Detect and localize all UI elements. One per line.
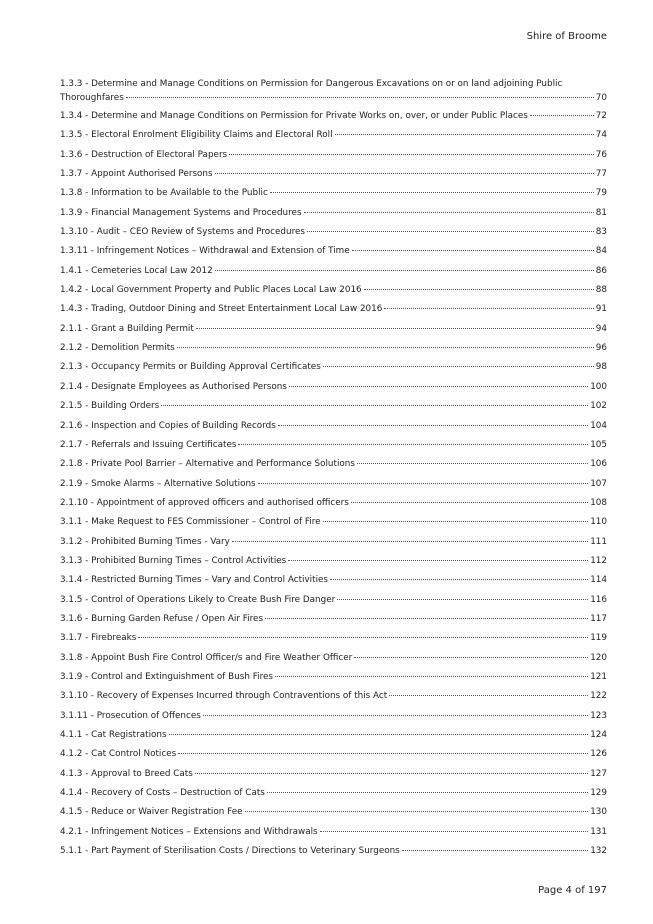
toc-entry-page: 94 — [595, 323, 607, 334]
toc-entry[interactable] — [60, 421, 607, 440]
dot-leader — [275, 676, 588, 677]
toc-entry-label: 3.1.6 - Burning Garden Refuse / Open Air Fires — [60, 613, 264, 624]
toc-entry-page: 116 — [590, 594, 607, 605]
toc-entry-label: 1.3.11 - Infringement Notices – Withdrawal and Extension of Time — [60, 246, 350, 257]
dot-leader — [320, 831, 589, 832]
dot-leader — [288, 560, 588, 561]
dot-leader — [352, 250, 594, 251]
toc-entry[interactable] — [60, 749, 607, 768]
toc-entry-label: 3.1.4 - Restricted Burning Times – Vary and Control Activities — [60, 575, 329, 586]
toc-entry[interactable] — [60, 440, 607, 459]
dot-leader — [265, 618, 588, 619]
toc-entry-page: 77 — [595, 169, 607, 180]
dot-leader — [138, 637, 588, 638]
toc-entry-label: 4.1.2 - Cat Control Notices — [60, 749, 177, 760]
toc-entry-label: 2.1.2 - Demolition Permits — [60, 343, 175, 354]
toc-entry[interactable] — [60, 653, 607, 672]
toc-entry[interactable] — [60, 130, 607, 149]
dot-leader — [270, 192, 594, 193]
dot-leader — [215, 173, 594, 174]
dot-leader — [402, 850, 588, 851]
toc-entry-page: 107 — [590, 478, 607, 489]
toc-entry[interactable] — [60, 382, 607, 401]
toc-entry-label: 1.4.1 - Cemeteries Local Law 2012 — [60, 265, 213, 276]
toc-entry-list — [60, 111, 607, 865]
dot-leader — [177, 347, 594, 348]
toc-entry-page: 117 — [590, 613, 607, 624]
toc-entry[interactable] — [60, 324, 607, 343]
dot-leader — [195, 773, 588, 774]
toc-entry-page: 79 — [595, 188, 607, 199]
toc-entry-page: 91 — [595, 304, 607, 315]
toc-entry-page: 72 — [595, 111, 607, 121]
toc-entry-page: 132 — [590, 846, 607, 857]
toc-entry-label: 2.1.8 - Private Pool Barrier – Alternative and Performance Solutions — [60, 459, 355, 470]
toc-entry[interactable] — [60, 846, 607, 865]
toc-entry-page: 84 — [595, 246, 607, 257]
toc-entry-page: 86 — [595, 265, 607, 276]
toc-entry-page: 104 — [590, 420, 607, 431]
toc-entry-label: 2.1.3 - Occupancy Permits or Building Approval Certificates — [60, 362, 321, 373]
dot-leader — [161, 405, 588, 406]
toc-entry-label: 4.1.4 - Recovery of Costs – Destruction of Cats — [60, 788, 265, 799]
toc-entry[interactable] — [60, 575, 607, 594]
dot-leader — [232, 541, 588, 542]
toc-entry[interactable] — [60, 672, 607, 691]
toc-entry-label: 1.4.2 - Local Government Property and Public Places Local Law 2016 — [60, 285, 362, 296]
toc-entry[interactable] — [60, 537, 607, 556]
toc-entry[interactable] — [60, 711, 607, 730]
dot-leader — [364, 289, 594, 290]
toc-entry-label: 3.1.8 - Appoint Bush Fire Control Officer/s and Fire Weather Officer — [60, 652, 353, 663]
dot-leader — [169, 734, 589, 735]
toc-entry-label: 2.1.4 - Designate Employees as Authorised Persons — [60, 381, 287, 392]
toc-entry[interactable] — [60, 246, 607, 265]
toc-entry-label: 3.1.2 - Prohibited Burning Times - Vary — [60, 536, 230, 547]
dot-leader — [203, 715, 588, 716]
toc-entry-label: 4.2.1 - Infringement Notices – Extensions and Withdrawals — [60, 826, 318, 837]
toc-entry-label: 4.1.1 - Cat Registrations — [60, 730, 167, 740]
toc-entry[interactable] — [60, 769, 607, 788]
page-header-org: Shire of Broome — [526, 31, 607, 42]
toc-entry[interactable] — [60, 285, 607, 304]
toc-entry-label: 2.1.6 - Inspection and Copies of Building Records — [60, 420, 276, 431]
dot-leader — [304, 212, 594, 213]
toc-entry[interactable] — [60, 208, 607, 227]
toc-entry-page: 106 — [590, 459, 607, 470]
toc-entry-label: 4.1.3 - Approval to Breed Cats — [60, 768, 193, 779]
table-of-contents — [60, 79, 607, 865]
toc-entry-label-continued: Thoroughfares — [60, 93, 124, 103]
toc-entry-page: 122 — [590, 691, 607, 702]
dot-leader — [357, 463, 588, 464]
toc-entry-label: 1.3.5 - Electoral Enrolment Eligibility Claims and Electoral Roll — [60, 130, 333, 141]
toc-entry-page: 100 — [590, 381, 607, 392]
page-number-footer: Page 4 of 197 — [538, 885, 607, 896]
dot-leader — [278, 425, 588, 426]
toc-entry[interactable] — [60, 730, 607, 749]
toc-entry-label: 1.3.9 - Financial Management Systems and Procedures — [60, 207, 302, 218]
dot-leader — [267, 792, 588, 793]
toc-entry-label: 3.1.1 - Make Request to FES Commissioner – Control of Fire — [60, 517, 321, 528]
toc-entry-label: 4.1.5 - Reduce or Waiver Registration Fee — [60, 807, 243, 818]
toc-entry[interactable] — [60, 150, 607, 169]
dot-leader — [354, 657, 588, 658]
toc-entry-page: 74 — [595, 130, 607, 141]
dot-leader — [229, 154, 594, 155]
toc-entry-label: 1.3.6 - Destruction of Electoral Papers — [60, 149, 228, 160]
toc-entry[interactable] — [60, 169, 607, 188]
toc-entry-page: 123 — [590, 710, 607, 721]
toc-entry-label: 3.1.10 - Recovery of Expenses Incurred through Contraventions of this Act — [60, 691, 388, 702]
dot-leader — [323, 521, 589, 522]
toc-entry-page: 112 — [590, 555, 607, 566]
toc-entry[interactable] — [60, 266, 607, 285]
toc-entry[interactable] — [60, 362, 607, 381]
dot-leader — [307, 231, 594, 232]
dot-leader — [238, 444, 588, 445]
toc-entry-page: 98 — [595, 362, 607, 373]
toc-entry-label: 1.3.7 - Appoint Authorised Persons — [60, 169, 213, 180]
toc-entry-page: 110 — [590, 517, 607, 528]
toc-entry-label: 2.1.7 - Referrals and Issuing Certificates — [60, 439, 237, 450]
toc-entry[interactable] — [60, 788, 607, 807]
toc-entry-page: 121 — [590, 671, 607, 682]
toc-entry-label: 5.1.1 - Part Payment of Sterilisation Costs / Directions to Veterinary Surgeons — [60, 846, 400, 857]
dot-leader — [389, 695, 588, 696]
dot-leader — [337, 599, 588, 600]
toc-entry-label: 2.1.1 - Grant a Building Permit — [60, 323, 194, 334]
toc-entry[interactable] — [60, 111, 607, 130]
toc-entry[interactable] — [60, 479, 607, 498]
dot-leader — [384, 308, 593, 309]
toc-entry[interactable] — [60, 595, 607, 614]
toc-entry[interactable] — [60, 304, 607, 323]
dot-leader — [330, 579, 588, 580]
toc-entry-label: 1.4.3 - Trading, Outdoor Dining and Street Entertainment Local Law 2016 — [60, 304, 383, 315]
toc-entry-page: 126 — [590, 749, 607, 760]
dot-leader — [178, 753, 588, 754]
toc-entry[interactable] — [60, 807, 607, 826]
toc-entry-page: 105 — [590, 439, 607, 450]
toc-entry-page: 119 — [590, 633, 607, 644]
toc-entry-page: 108 — [590, 497, 607, 508]
toc-entry[interactable] — [60, 633, 607, 652]
dot-leader — [323, 366, 594, 367]
toc-entry-page: 120 — [590, 652, 607, 663]
toc-entry-label: 2.1.9 - Smoke Alarms – Alternative Solutions — [60, 478, 256, 489]
toc-entry-label: 3.1.7 - Firebreaks — [60, 633, 137, 644]
dot-leader — [126, 97, 594, 98]
toc-entry[interactable] — [60, 827, 607, 846]
dot-leader — [258, 483, 589, 484]
toc-entry-label: 3.1.3 - Prohibited Burning Times – Control Activities — [60, 555, 287, 566]
toc-entry-page: 127 — [590, 768, 607, 779]
toc-entry-page: 114 — [590, 575, 607, 586]
toc-entry[interactable] — [60, 691, 607, 710]
toc-entry-label: 1.3.4 - Determine and Manage Conditions on Permission for Private Works on, over, or under Public Places — [60, 111, 528, 121]
toc-entry[interactable] — [60, 79, 607, 111]
toc-entry-page: 70 — [595, 93, 607, 103]
toc-entry-label: 1.3.8 - Information to be Available to the Public — [60, 188, 268, 199]
toc-entry-page: 96 — [595, 343, 607, 354]
toc-entry-page: 83 — [595, 227, 607, 238]
dot-leader — [351, 502, 588, 503]
toc-entry-page: 88 — [595, 285, 607, 296]
toc-entry-label: 2.1.5 - Building Orders — [60, 401, 160, 412]
toc-entry[interactable] — [60, 401, 607, 420]
toc-entry-page: 76 — [595, 149, 607, 160]
toc-entry-page: 102 — [590, 401, 607, 412]
toc-entry[interactable] — [60, 498, 607, 517]
dot-leader — [530, 115, 594, 116]
dot-leader — [215, 270, 594, 271]
toc-entry-label: 2.1.10 - Appointment of approved officers and authorised officers — [60, 497, 349, 508]
toc-entry-page: 81 — [595, 207, 607, 218]
toc-entry[interactable] — [60, 614, 607, 633]
dot-leader — [289, 386, 588, 387]
toc-entry[interactable] — [60, 459, 607, 478]
toc-entry-label: 3.1.5 - Control of Operations Likely to Create Bush Fire Danger — [60, 594, 336, 605]
dot-leader — [245, 811, 589, 812]
toc-entry-page: 111 — [590, 536, 607, 547]
toc-entry-page: 129 — [590, 788, 607, 799]
toc-entry-label: 3.1.11 - Prosecution of Offences — [60, 710, 201, 721]
toc-entry[interactable] — [60, 227, 607, 246]
toc-entry[interactable] — [60, 188, 607, 207]
toc-entry-page: 124 — [590, 730, 607, 740]
toc-entry-label: 1.3.10 - Audit – CEO Review of Systems and Procedures — [60, 227, 305, 238]
toc-entry-label: 3.1.9 - Control and Extinguishment of Bush Fires — [60, 671, 274, 682]
toc-entry[interactable] — [60, 343, 607, 362]
toc-entry-page: 130 — [590, 807, 607, 818]
dot-leader — [335, 134, 594, 135]
toc-entry-page: 131 — [590, 826, 607, 837]
toc-entry-label: 1.3.3 - Determine and Manage Conditions on Permission for Dangerous Excavations on or on land adjoining Public — [60, 79, 563, 89]
toc-entry[interactable] — [60, 556, 607, 575]
toc-entry[interactable] — [60, 517, 607, 536]
dot-leader — [196, 328, 594, 329]
